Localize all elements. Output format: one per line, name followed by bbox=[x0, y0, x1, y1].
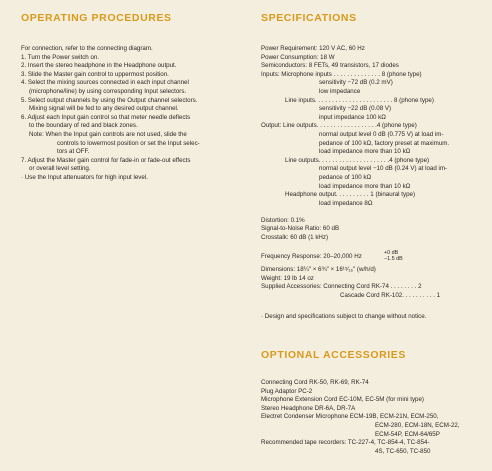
spec-line-text: Crosstalk: 60 dB (1 kHz) bbox=[261, 234, 329, 242]
spec-line-text: Line inputs. . . . . . . . . . . . . . . . . . . . . . . 8 (phone type) bbox=[285, 96, 434, 104]
procedure-line bbox=[21, 88, 241, 97]
procedure-line-text: (microphone/line) by using corresponding Input selectors. bbox=[29, 87, 187, 95]
procedure-line-text: 5. Select output channels by using the Output channel selectors. bbox=[21, 96, 198, 104]
specifications-heading: SPECIFICATIONS bbox=[261, 12, 357, 24]
spec-line bbox=[261, 45, 487, 54]
spec-line bbox=[261, 266, 487, 275]
procedure-line bbox=[21, 165, 241, 174]
spec-line bbox=[261, 140, 487, 149]
spec-line-text: load impedance more than 10 kΩ bbox=[319, 182, 411, 190]
spec-line-text: low impedance bbox=[319, 87, 361, 95]
spec-line bbox=[261, 234, 487, 243]
spec-line bbox=[261, 148, 487, 157]
procedure-line bbox=[21, 71, 241, 80]
accessory-line bbox=[261, 413, 487, 422]
spec-line bbox=[261, 165, 487, 174]
accessory-line-text: Recommended tape recorders: TC-227-4, TC-854-4, TC-854- bbox=[261, 439, 430, 447]
optional-accessories-heading: OPTIONAL ACCESSORIES bbox=[261, 349, 407, 361]
frequency-tolerance-minus: −1.5 dB bbox=[384, 255, 403, 262]
accessory-line-text: ECM-54P, ECM-64/65P bbox=[375, 430, 440, 438]
accessory-line-text: Stereo Headphone DR-6A, DR-7A bbox=[261, 404, 356, 412]
procedure-line-text: 7. Adjust the Master gain control for fade-in or fade-out effects bbox=[21, 156, 191, 164]
procedure-line-text: 3. Slide the Master gain control to uppermost position. bbox=[21, 70, 169, 78]
operating-procedures-list bbox=[21, 45, 241, 183]
procedure-line-text: 4. Select the mixing sources connected in each input channel bbox=[21, 79, 189, 87]
procedure-line-text: controls to lowermost position or set the Input selec- bbox=[57, 139, 200, 147]
spec-line bbox=[261, 122, 487, 131]
specifications-list bbox=[261, 45, 487, 243]
spec-line-text: Headphone output. . . . . . . . . . 1 (binaural type) bbox=[285, 191, 416, 199]
spec-line bbox=[261, 225, 487, 234]
specifications-list-continued bbox=[261, 266, 487, 300]
spec-line-text: Dimensions: 18¼″ × 6¾″ × 16¹⁵⁄₁₆″ (w/h/d) bbox=[261, 266, 376, 273]
procedure-line bbox=[21, 54, 241, 63]
spec-line bbox=[261, 208, 487, 217]
spec-line-text: Line outputs. . . . . . . . . . . . . . . . . . . . .4 (phone type) bbox=[285, 156, 430, 164]
spec-line bbox=[261, 174, 487, 183]
procedure-line-text: Mixing signal will be fed to any desired output channel. bbox=[29, 105, 179, 113]
procedure-line-text: Note: When the Input gain controls are not used, slide the bbox=[29, 130, 187, 138]
spec-line-text: sensitivity −72 dB (0.2 mV) bbox=[319, 79, 393, 87]
spec-line bbox=[261, 292, 487, 301]
accessory-line-text: Microphone Extension Cord EC-10M, EC-5M (for mini type) bbox=[261, 396, 424, 404]
spec-line bbox=[261, 275, 487, 284]
frequency-response-label: Frequency Response: 20–20,000 Hz bbox=[261, 253, 362, 260]
accessory-line bbox=[261, 431, 487, 440]
optional-accessories-list bbox=[261, 379, 487, 456]
accessory-line bbox=[261, 422, 487, 431]
procedure-line bbox=[21, 122, 241, 131]
accessory-line bbox=[261, 396, 487, 405]
procedure-line-text: or overall level setting. bbox=[29, 165, 91, 173]
procedure-line bbox=[21, 97, 241, 106]
spec-line bbox=[261, 283, 487, 292]
spec-line-text: normal output level 0 dB (0.775 V) at load im- bbox=[319, 130, 444, 138]
spec-line-text: Supplied Accessories: Connecting Cord RK-74 . . . . . . . . 2 bbox=[261, 283, 422, 291]
spec-line-text: Semiconductors: 8 FETs, 49 transistors, 17 diodes bbox=[261, 62, 399, 70]
accessory-line-text: Connecting Cord RK-50, RK-69, RK-74 bbox=[261, 379, 369, 386]
accessory-line bbox=[261, 405, 487, 414]
accessory-line-text: 4S, TC-650, TC-850 bbox=[375, 447, 431, 455]
procedure-line-text: 1. Turn the Power switch on. bbox=[21, 53, 100, 61]
spec-line bbox=[261, 79, 487, 88]
spec-line bbox=[261, 114, 487, 123]
accessory-line bbox=[261, 388, 487, 397]
spec-line-text: normal output level −10 dB (0.24 V) at load im- bbox=[319, 165, 448, 173]
specifications-note-text: · Design and specifications subject to change without notice. bbox=[261, 313, 427, 320]
spec-line-text: pedance of 100 kΩ bbox=[319, 173, 372, 181]
spec-line-text: Inputs: Microphone inputs . . . . . . . . . . . . . . 8 (phone type) bbox=[261, 70, 422, 78]
procedure-line bbox=[21, 157, 241, 166]
spec-line bbox=[261, 157, 487, 166]
spec-line bbox=[261, 217, 487, 226]
spec-line-text: Output: Line outputs. . . . . . . . . . . . . . . . . .4 (phone type) bbox=[261, 122, 417, 130]
procedure-line bbox=[21, 79, 241, 88]
operating-procedures-heading: OPERATING PROCEDURES bbox=[21, 12, 172, 24]
procedure-line bbox=[21, 148, 241, 157]
specifications-note bbox=[261, 313, 487, 322]
spec-line bbox=[261, 71, 487, 80]
spec-line-text: sensitivity −22 dB (0.08 V) bbox=[319, 105, 392, 113]
spec-line-text: Power Requirement: 120 V AC, 60 Hz bbox=[261, 45, 365, 52]
accessory-line bbox=[261, 379, 487, 388]
spec-line bbox=[261, 200, 487, 209]
spec-line bbox=[261, 191, 487, 200]
procedure-line bbox=[21, 140, 241, 149]
spec-line-text: Weight: 19 lb 14 oz bbox=[261, 274, 314, 282]
spec-line-text: pedance of 100 kΩ, factory preset at maximum. bbox=[319, 139, 450, 147]
procedure-line-text: to the boundary of red and black zones. bbox=[29, 122, 138, 130]
procedure-line bbox=[21, 174, 241, 183]
spec-line-text: Distortion: 0.1% bbox=[261, 216, 305, 224]
procedure-line bbox=[21, 114, 241, 123]
spec-line-text: load impedance 8Ω bbox=[319, 199, 373, 207]
accessory-line bbox=[261, 448, 487, 457]
procedure-line bbox=[21, 45, 241, 54]
procedure-line-text: 6. Adjust each Input gain control so that meter needle deflects bbox=[21, 113, 191, 121]
procedure-line-text: For connection, refer to the connecting diagram. bbox=[21, 45, 153, 52]
procedure-line-text: 2. Insert the stereo headphone in the Headphone output. bbox=[21, 62, 177, 70]
accessory-line-text: ECM-280, ECM-18N, ECM-22, bbox=[375, 421, 460, 429]
accessory-line-text: Plug Adaptor PC-2 bbox=[261, 387, 313, 395]
frequency-tolerance-plus: +0 dB bbox=[384, 250, 399, 256]
spec-line bbox=[261, 183, 487, 192]
spec-line bbox=[261, 54, 487, 63]
spec-line-text: load impedance more than 10 kΩ bbox=[319, 148, 411, 156]
procedure-line bbox=[21, 131, 241, 140]
spec-line-text: input impedance 100 kΩ bbox=[319, 113, 386, 121]
frequency-response-tolerance bbox=[384, 251, 403, 262]
spec-line bbox=[261, 105, 487, 114]
spec-line bbox=[261, 131, 487, 140]
spec-line-text: Cascade Cord RK-102. . . . . . . . . . 1 bbox=[340, 291, 441, 299]
frequency-response bbox=[261, 251, 487, 263]
procedure-line bbox=[21, 105, 241, 114]
procedure-line-text: tors at OFF. bbox=[57, 148, 90, 156]
procedure-line-text: · Use the Input attenuators for high input level. bbox=[21, 173, 148, 181]
spec-line-text: Power Consumption: 18 W bbox=[261, 53, 335, 61]
accessory-line bbox=[261, 439, 487, 448]
spec-line bbox=[261, 62, 487, 71]
accessory-line-text: Electret Condenser Microphone ECM-19B, ECM-21N, ECM-250, bbox=[261, 413, 439, 421]
spec-line bbox=[261, 97, 487, 106]
spec-line-text: Signal-to-Noise Ratio: 60 dB bbox=[261, 225, 340, 233]
spec-line bbox=[261, 88, 487, 97]
procedure-line bbox=[21, 62, 241, 71]
